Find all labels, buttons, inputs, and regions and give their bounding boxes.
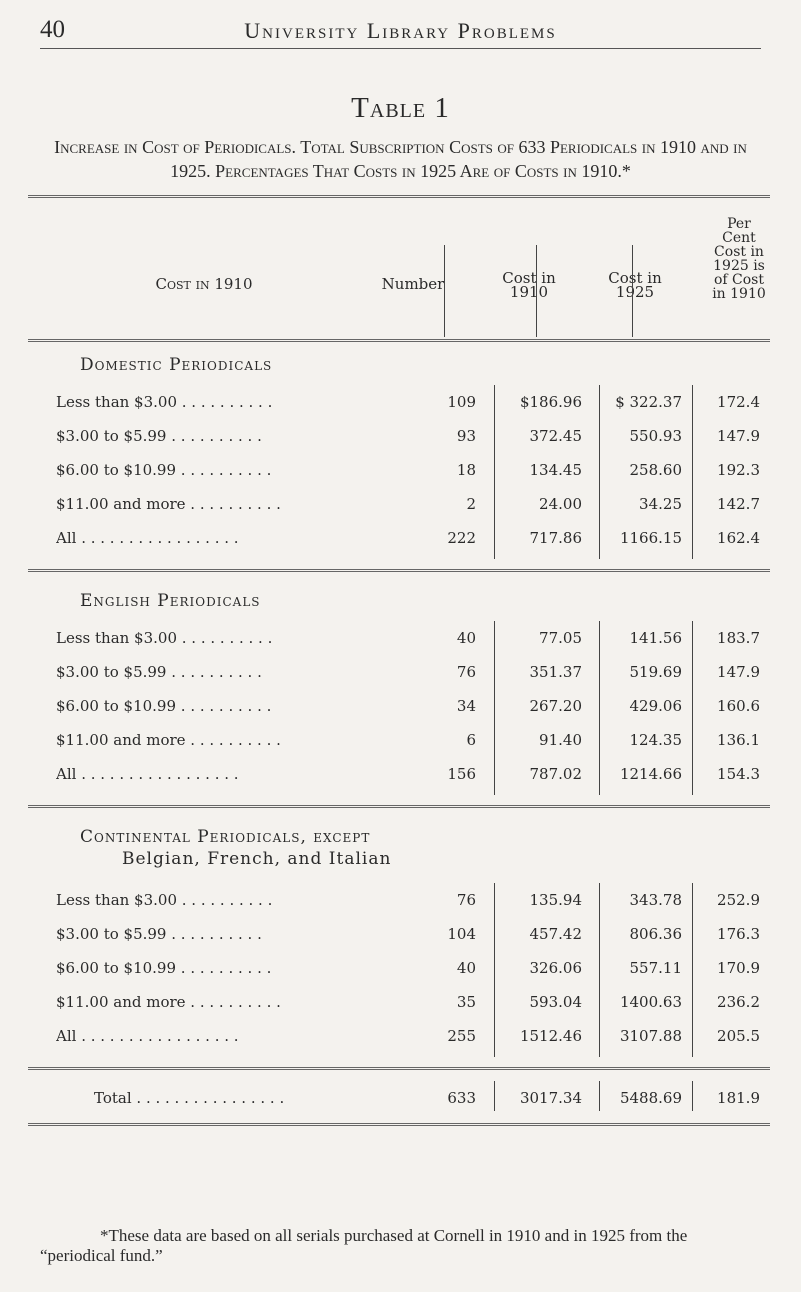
- table-rule: [28, 805, 770, 808]
- row-cost-1910: 326.06: [529, 959, 582, 977]
- row-cost-1910: 135.94: [529, 891, 582, 909]
- row-number: 34: [456, 697, 476, 715]
- section-title: English Periodicals: [80, 591, 261, 611]
- row-label: All . . . . . . . . . . . . . . . . .: [56, 1027, 239, 1045]
- row-cost-1925: 343.78: [629, 891, 682, 909]
- row-percent: 162.4: [717, 529, 760, 547]
- row-cost-1925: 1166.15: [619, 529, 682, 547]
- row-label: $6.00 to $10.99 . . . . . . . . . .: [56, 959, 272, 977]
- row-label: $11.00 and more . . . . . . . . . .: [56, 993, 281, 1011]
- column-divider: [599, 883, 600, 1057]
- row-percent: 142.7: [717, 495, 760, 513]
- data-table: [24, 195, 774, 1195]
- total-cost-1910: 3017.34: [519, 1089, 582, 1107]
- row-percent: 176.3: [717, 925, 760, 943]
- row-number: 255: [447, 1027, 476, 1045]
- table-title: Table 1: [351, 92, 450, 124]
- row-number: 76: [456, 663, 476, 681]
- column-divider: [692, 883, 693, 1057]
- row-label: Less than $3.00 . . . . . . . . . .: [56, 393, 273, 411]
- column-header-cost-1910: Cost in 1910: [502, 269, 556, 301]
- column-divider: [536, 245, 537, 337]
- column-divider: [599, 621, 600, 795]
- row-number: 109: [447, 393, 476, 411]
- row-label: $6.00 to $10.99 . . . . . . . . . .: [56, 461, 272, 479]
- row-cost-1925: 1214.66: [619, 765, 682, 783]
- row-label: $3.00 to $5.99 . . . . . . . . . .: [56, 663, 262, 681]
- row-cost-1910: 267.20: [529, 697, 582, 715]
- row-percent: 170.9: [717, 959, 760, 977]
- row-number: 6: [466, 731, 476, 749]
- column-divider: [692, 621, 693, 795]
- row-cost-1910: $186.96: [519, 393, 582, 411]
- row-cost-1925: 34.25: [639, 495, 682, 513]
- row-percent: 252.9: [717, 891, 760, 909]
- row-cost-1910: 593.04: [529, 993, 582, 1011]
- table-rule: [28, 1067, 770, 1070]
- row-label: Less than $3.00 . . . . . . . . . .: [56, 629, 273, 647]
- row-cost-1925: 124.35: [629, 731, 682, 749]
- row-cost-1910: 77.05: [539, 629, 582, 647]
- row-label: Less than $3.00 . . . . . . . . . .: [56, 891, 273, 909]
- column-header-number: Number: [381, 275, 445, 293]
- column-header-cost-1910-range: Cost in 1910: [155, 275, 253, 293]
- row-label: All . . . . . . . . . . . . . . . . .: [56, 529, 239, 547]
- column-divider: [599, 385, 600, 559]
- column-divider: [632, 245, 633, 337]
- section-subtitle: Belgian, French, and Italian: [122, 849, 392, 869]
- row-cost-1925: $ 322.37: [615, 393, 682, 411]
- row-cost-1925: 1400.63: [619, 993, 682, 1011]
- row-number: 156: [447, 765, 476, 783]
- row-percent: 147.9: [717, 427, 760, 445]
- row-cost-1925: 550.93: [629, 427, 682, 445]
- footnote: *These data are based on all serials purchased at Cornell in 1910 and in 1925 from the “periodical fund.”: [40, 1226, 688, 1265]
- column-divider: [692, 1081, 693, 1111]
- running-head: [40, 14, 761, 49]
- column-divider: [692, 385, 693, 559]
- row-number: 40: [456, 959, 476, 977]
- row-cost-1925: 429.06: [629, 697, 682, 715]
- total-cost-1925: 5488.69: [619, 1089, 682, 1107]
- table-rule: [28, 339, 770, 342]
- row-percent: 154.3: [717, 765, 760, 783]
- row-number: 18: [456, 461, 476, 479]
- row-cost-1910: 134.45: [529, 461, 582, 479]
- row-percent: 160.6: [717, 697, 760, 715]
- column-divider: [494, 621, 495, 795]
- total-number: 633: [447, 1089, 476, 1107]
- row-percent: 172.4: [717, 393, 760, 411]
- total-percent: 181.9: [717, 1089, 760, 1107]
- row-cost-1910: 1512.46: [519, 1027, 582, 1045]
- table-caption: Increase in Cost of Periodicals. Total Subscription Costs of 633 Periodicals in 1910 and in 1925. Percentages That Costs in 1925 Are of Costs in 1910.*: [54, 137, 747, 181]
- row-cost-1925: 557.11: [629, 959, 682, 977]
- row-cost-1910: 787.02: [529, 765, 582, 783]
- total-label: Total . . . . . . . . . . . . . . . .: [94, 1089, 285, 1107]
- row-number: 104: [447, 925, 476, 943]
- row-label: All . . . . . . . . . . . . . . . . .: [56, 765, 239, 783]
- row-label: $11.00 and more . . . . . . . . . .: [56, 731, 281, 749]
- row-cost-1925: 806.36: [629, 925, 682, 943]
- row-cost-1910: 717.86: [529, 529, 582, 547]
- column-header-percent: Per Cent Cost in 1925 is of Cost in 1910: [712, 216, 766, 302]
- row-label: $6.00 to $10.99 . . . . . . . . . .: [56, 697, 272, 715]
- row-cost-1910: 351.37: [529, 663, 582, 681]
- running-title: University Library Problems: [244, 18, 557, 43]
- row-percent: 136.1: [717, 731, 760, 749]
- row-number: 93: [456, 427, 476, 445]
- row-cost-1910: 24.00: [539, 495, 582, 513]
- column-divider: [494, 1081, 495, 1111]
- section-title: Domestic Periodicals: [80, 355, 273, 375]
- column-divider: [599, 1081, 600, 1111]
- row-label: $3.00 to $5.99 . . . . . . . . . .: [56, 427, 262, 445]
- section-title: Continental Periodicals, except: [80, 827, 371, 847]
- column-divider: [444, 245, 445, 337]
- column-divider: [494, 385, 495, 559]
- row-number: 35: [456, 993, 476, 1011]
- table-rule: [28, 569, 770, 572]
- row-cost-1910: 457.42: [529, 925, 582, 943]
- column-header-cost-1925: Cost in 1925: [608, 269, 662, 301]
- row-cost-1910: 372.45: [529, 427, 582, 445]
- page-number: 40: [40, 16, 65, 43]
- row-number: 40: [456, 629, 476, 647]
- table-rule: [28, 195, 770, 198]
- row-percent: 147.9: [717, 663, 760, 681]
- row-label: $3.00 to $5.99 . . . . . . . . . .: [56, 925, 262, 943]
- row-cost-1925: 141.56: [629, 629, 682, 647]
- row-percent: 183.7: [717, 629, 760, 647]
- row-cost-1910: 91.40: [539, 731, 582, 749]
- row-label: $11.00 and more . . . . . . . . . .: [56, 495, 281, 513]
- row-percent: 192.3: [717, 461, 760, 479]
- row-percent: 236.2: [717, 993, 760, 1011]
- table-rule: [28, 1123, 770, 1126]
- row-percent: 205.5: [717, 1027, 760, 1045]
- row-number: 222: [447, 529, 476, 547]
- row-cost-1925: 258.60: [629, 461, 682, 479]
- row-cost-1925: 3107.88: [619, 1027, 682, 1045]
- row-cost-1925: 519.69: [629, 663, 682, 681]
- row-number: 76: [456, 891, 476, 909]
- column-divider: [494, 883, 495, 1057]
- row-number: 2: [466, 495, 476, 513]
